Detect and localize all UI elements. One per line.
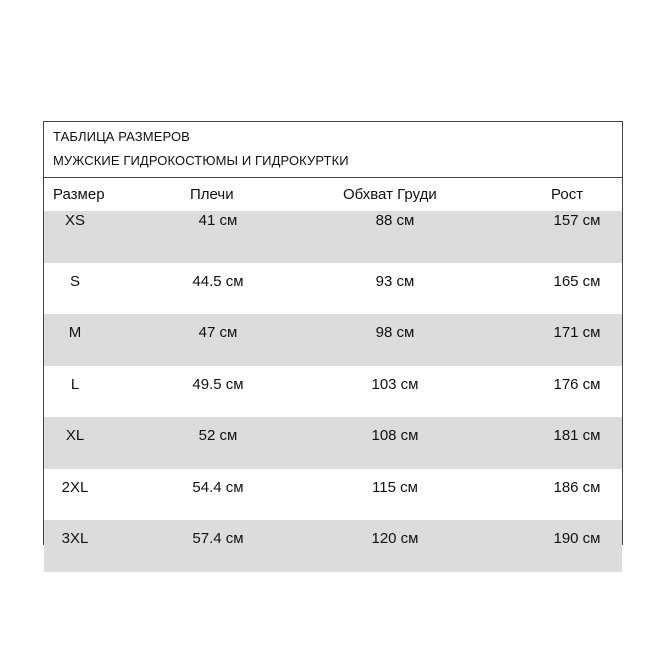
table-row	[44, 211, 622, 263]
cell-height: 181 см	[553, 427, 601, 444]
size-chart-table	[43, 121, 623, 545]
cell-height: 171 см	[553, 324, 601, 341]
table-row	[44, 469, 622, 521]
table-title: ТАБЛИЦА РАЗМЕРОВ	[53, 129, 190, 144]
table-title-block	[44, 122, 622, 178]
cell-chest: 115 см	[372, 478, 418, 496]
column-header-size: Размер	[53, 186, 105, 203]
cell-shoulders: 47 см	[198, 324, 238, 341]
column-header-height: Рост	[551, 186, 584, 203]
table-subtitle: МУЖСКИЕ ГИДРОКОСТЮМЫ И ГИДРОКУРТКИ	[53, 153, 349, 168]
cell-shoulders: 49.5 см	[192, 375, 244, 393]
cell-height: 190 см	[553, 530, 601, 547]
column-header-shoulders: Плечи	[190, 186, 234, 203]
cell-size: 2XL	[61, 478, 89, 496]
cell-height: 176 см	[553, 375, 601, 393]
cell-height: 157 см	[553, 212, 601, 229]
table-row	[44, 417, 622, 469]
cell-shoulders: 54.4 см	[192, 478, 244, 496]
cell-shoulders: 41 см	[198, 212, 238, 229]
cell-height: 165 см	[553, 272, 601, 290]
cell-size: M	[68, 324, 82, 341]
cell-shoulders: 52 см	[198, 427, 238, 444]
table-row	[44, 314, 622, 366]
cell-size: L	[70, 375, 80, 393]
table-body	[44, 211, 622, 572]
cell-shoulders: 57.4 см	[192, 530, 244, 547]
column-header-row	[44, 178, 622, 211]
cell-chest: 88 см	[375, 212, 415, 229]
column-header-chest: Обхват Груди	[343, 186, 437, 203]
cell-chest: 103 см	[371, 375, 419, 393]
cell-size: XS	[64, 212, 86, 229]
cell-height: 186 см	[553, 478, 601, 496]
cell-chest: 120 см	[371, 530, 419, 547]
table-row	[44, 263, 622, 315]
cell-shoulders: 44.5 см	[192, 272, 244, 290]
cell-size: 3XL	[61, 530, 89, 547]
cell-size: XL	[65, 427, 85, 444]
cell-chest: 93 см	[375, 272, 415, 290]
table-row	[44, 366, 622, 418]
cell-chest: 108 см	[371, 427, 419, 444]
table-row	[44, 520, 622, 572]
cell-chest: 98 см	[375, 324, 415, 341]
cell-size: S	[69, 272, 81, 290]
